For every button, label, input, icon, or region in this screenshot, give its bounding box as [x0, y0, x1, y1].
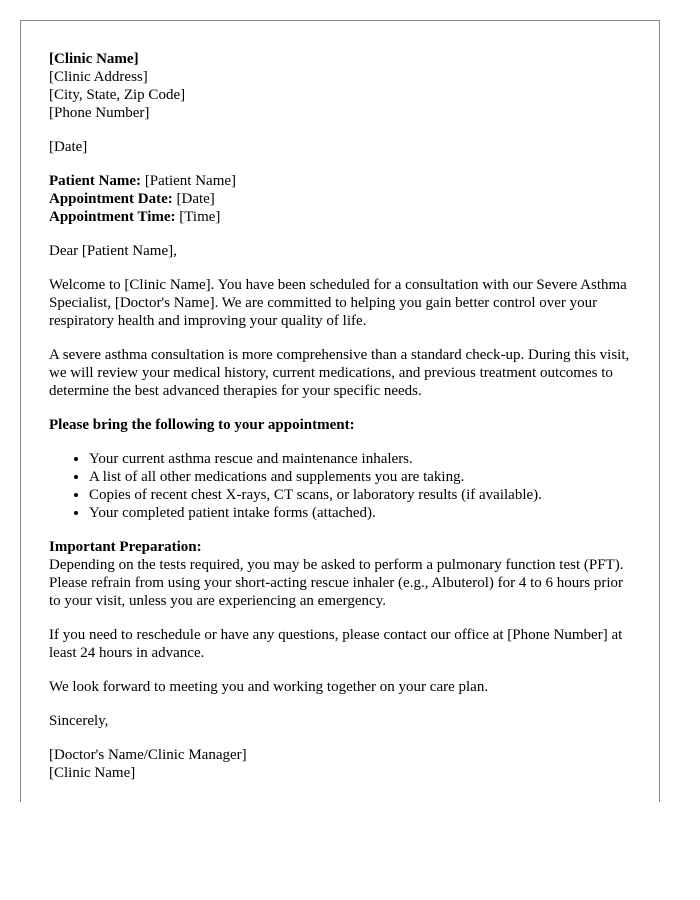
clinic-city-state-zip: [City, State, Zip Code] [49, 87, 186, 103]
appointment-time-label: Appointment Time: [49, 209, 176, 225]
clinic-header [49, 50, 631, 122]
patient-name-value: [Patient Name] [144, 173, 237, 189]
clinic-name: [Clinic Name] [49, 51, 139, 67]
closing-line: We look forward to meeting you and working together on your care plan. [49, 679, 489, 695]
appointment-details [49, 172, 631, 226]
signature-clinic: [Clinic Name] [49, 765, 136, 781]
signoff: Sincerely, [49, 713, 109, 729]
letter-page [20, 20, 660, 802]
patient-name-label: Patient Name: [49, 173, 142, 189]
signature-block [49, 746, 631, 782]
appointment-time-value: [Time] [179, 209, 221, 225]
appointment-date-label: Appointment Date: [49, 191, 173, 207]
list-item: • A list of all other medications and supplements you are taking. [89, 468, 631, 486]
list-item: • Your completed patient intake forms (attached). [89, 504, 631, 522]
list-item: • Your current asthma rescue and maintenance inhalers. [89, 450, 631, 468]
bring-list [49, 450, 631, 522]
consultation-paragraph: A severe asthma consultation is more comprehensive than a standard check-up. During this visit, we will review your medical history, current medications, and previous treatment outcomes to determine the best advanced therapies for your specific needs. [49, 347, 630, 399]
welcome-paragraph: Welcome to [Clinic Name]. You have been scheduled for a consultation with our Severe Asthma Specialist, [Doctor's Name]. We are committed to helping you gain better control over your respiratory health and improving your quality of life. [49, 277, 627, 329]
appointment-date-value: [Date] [176, 191, 215, 207]
clinic-address: [Clinic Address] [49, 69, 148, 85]
reschedule-paragraph: If you need to reschedule or have any questions, please contact our office at [Phone Number] at least 24 hours in advance. [49, 627, 623, 661]
preparation-section [49, 538, 631, 610]
preparation-text: Depending on the tests required, you may be asked to perform a pulmonary function test (PFT). Please refrain from using your short-acting rescue inhaler (e.g., Albuterol) for 4 to 6 hours prior to your visit, unless you are experiencing an emergency. [49, 557, 624, 609]
appointment-date-row [49, 190, 631, 208]
preparation-heading: Important Preparation: [49, 539, 202, 555]
greeting: Dear [Patient Name], [49, 243, 177, 259]
clinic-phone: [Phone Number] [49, 105, 150, 121]
patient-name-row [49, 172, 631, 190]
bring-heading: Please bring the following to your appointment: [49, 417, 355, 433]
letter-date: [Date] [49, 139, 88, 155]
list-item: • Copies of recent chest X-rays, CT scans, or laboratory results (if available). [89, 486, 631, 504]
appointment-time-row [49, 208, 631, 226]
signature-name: [Doctor's Name/Clinic Manager] [49, 747, 247, 763]
